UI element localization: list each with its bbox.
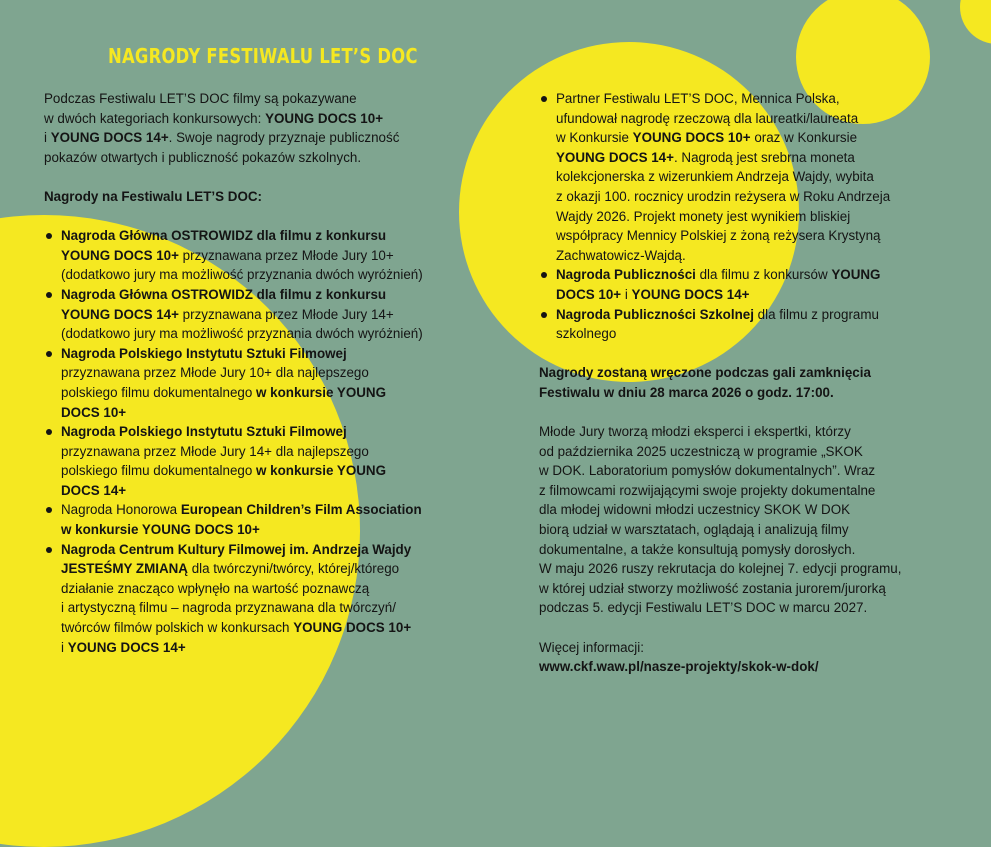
award-text: dla twórczyni/twórcy, której/którego xyxy=(187,561,400,577)
gala-line: Festiwalu w dniu 28 marca 2026 o godz. 17:00. xyxy=(539,384,834,400)
award-category: YOUNG DOCS 10+ xyxy=(632,130,751,146)
award-text: przyznawana przez Młode Jury 14+ xyxy=(178,306,394,322)
intro-category: YOUNG DOCS 14+ xyxy=(50,130,169,146)
award-item-school-audience xyxy=(539,305,959,344)
intro-line: pokazów otwartych i publiczność pokazów szkolnych. xyxy=(44,149,362,165)
award-text: polskiego filmu dokumentalnego xyxy=(61,463,257,479)
jury-line: od października 2025 uczestniczą w programie „SKOK xyxy=(539,443,863,459)
award-category: w konkursie YOUNG DOCS 10+ xyxy=(61,522,260,538)
award-text: twórców filmów polskich w konkursach xyxy=(61,620,294,636)
award-text: dla filmu z programu xyxy=(753,306,879,322)
award-title: JESTEŚMY ZMIANĄ xyxy=(61,561,188,577)
award-title: European Children’s Film Association xyxy=(180,502,422,518)
jury-line: w DOK. Laboratorium pomysłów dokumentalnych”. Wraz xyxy=(539,463,876,479)
award-text: dla filmu z konkursów xyxy=(695,267,832,283)
award-category: YOUNG DOCS 14+ xyxy=(61,306,179,322)
award-text: i xyxy=(61,639,68,655)
award-text: Partner Festiwalu LET’S DOC, Mennica Polska, xyxy=(556,91,840,106)
award-text: polskiego filmu dokumentalnego xyxy=(61,384,257,400)
award-category: DOCS 10+ xyxy=(61,404,127,420)
award-category: YOUNG DOCS 14+ xyxy=(67,639,186,655)
award-category: YOUNG DOCS 10+ xyxy=(293,620,412,636)
jury-line: W maju 2026 ruszy rekrutacja do kolejnej 7. edycji programu, xyxy=(539,561,902,577)
more-info-link[interactable]: www.ckf.waw.pl/nasze-projekty/skok-w-dok/ xyxy=(539,659,819,675)
jury-line: dokumentalne, a także konsultują pomysły dorosłych. xyxy=(539,541,856,557)
award-item-pisf-10 xyxy=(44,344,464,422)
jury-paragraph xyxy=(539,422,959,618)
award-text: szkolnego xyxy=(556,326,617,342)
jury-line: z filmowcami rozwijającymi swoje projekty dokumentalne xyxy=(539,482,876,498)
award-text: w Konkursie xyxy=(556,130,633,146)
intro-line: i xyxy=(44,130,51,146)
award-text: i xyxy=(621,286,632,302)
award-text: Nagroda Honorowa xyxy=(61,502,181,518)
award-text: przyznawana przez Młode Jury 10+ dla najlepszego xyxy=(61,365,369,381)
award-category: DOCS 14+ xyxy=(61,482,127,498)
award-text: działanie znacząco wpłynęło na wartość poznawczą xyxy=(61,580,370,596)
award-text: z okazji 100. rocznicy urodzin reżysera w Roku Andrzeja xyxy=(556,188,891,204)
award-item-audience xyxy=(539,265,959,304)
award-title: Nagroda Publiczności Szkolnej xyxy=(556,306,754,322)
award-text: . Nagrodą jest srebrna moneta xyxy=(673,149,855,165)
intro-paragraph xyxy=(44,89,464,167)
jury-line: w której udział stworzy możliwość zostania jurorem/jurorką xyxy=(539,580,886,596)
award-text: Wajdy 2026. Projekt monety jest wynikiem bliskiej xyxy=(556,208,851,224)
award-title: Nagroda Główna OSTROWIDZ dla filmu z konkursu xyxy=(61,286,387,302)
right-column xyxy=(539,89,959,677)
awards-list-left xyxy=(44,226,464,657)
intro-line: . Swoje nagrody przyznaje publiczność xyxy=(168,130,400,146)
awards-heading xyxy=(44,187,464,207)
jury-line: dla młodej widowni młodzi uczestnicy SKOK W DOK xyxy=(539,502,851,518)
award-item-ostrowidz-10 xyxy=(44,226,464,285)
award-category: YOUNG xyxy=(831,267,881,283)
award-category: w konkursie YOUNG xyxy=(256,384,387,400)
decorative-circle-corner xyxy=(960,0,991,44)
left-column xyxy=(44,89,464,657)
jury-line: biorą udział w warsztatach, oglądają i analizują filmy xyxy=(539,522,849,538)
awards-heading-text: Nagrody na Festiwalu LET’S DOC: xyxy=(44,188,262,204)
award-title: Nagroda Centrum Kultury Filmowej im. Andrzeja Wajdy xyxy=(61,541,412,557)
award-category: DOCS 10+ xyxy=(556,286,622,302)
award-text: przyznawana przez Młode Jury 14+ dla najlepszego xyxy=(61,443,369,459)
award-text: oraz w Konkursie xyxy=(750,130,858,146)
more-info-label: Więcej informacji: xyxy=(539,639,644,655)
award-category: YOUNG DOCS 14+ xyxy=(631,286,750,302)
award-item-mennica-polska xyxy=(539,89,959,265)
intro-category: YOUNG DOCS 10+ xyxy=(265,110,384,126)
award-text: i artystyczną filmu – nagroda przyznawana dla twórczyń/ xyxy=(61,600,396,616)
jury-line: podczas 5. edycji Festiwalu LET’S DOC w marcu 2027. xyxy=(539,600,868,616)
award-text: kolekcjonerska z wizerunkiem Andrzeja Wajdy, wybita xyxy=(556,169,874,185)
award-text: Zachwatowicz-Wajdą. xyxy=(556,247,686,263)
award-item-ostrowidz-14 xyxy=(44,285,464,344)
award-text: ufundował nagrodę rzeczową dla laureatki/laureata xyxy=(556,110,859,126)
award-item-pisf-14 xyxy=(44,422,464,500)
award-text: (dodatkowo jury ma możliwość przyznania dwóch wyróżnień) xyxy=(61,267,423,283)
award-category: YOUNG DOCS 10+ xyxy=(61,247,179,263)
award-item-ecfa xyxy=(44,500,464,539)
award-title: Nagroda Publiczności xyxy=(556,267,696,283)
award-title: Nagroda Polskiego Instytutu Sztuki Filmowej xyxy=(61,424,347,440)
page-title: NAGRODY FESTIWALU LET’S DOC xyxy=(108,44,418,68)
award-item-ckf-wajda xyxy=(44,540,464,658)
award-text: współpracy Mennicy Polskiej z żoną reżysera Krystyną xyxy=(556,228,881,244)
award-title: Nagroda Główna OSTROWIDZ dla filmu z konkursu xyxy=(61,228,387,244)
award-text: przyznawana przez Młode Jury 10+ xyxy=(178,247,394,263)
gala-announcement xyxy=(539,363,959,402)
more-info xyxy=(539,638,959,677)
intro-line: w dwóch kategoriach konkursowych: xyxy=(44,110,266,126)
intro-line: Podczas Festiwalu LET’S DOC filmy są pokazywane xyxy=(44,91,357,106)
jury-line: Młode Jury tworzą młodzi eksperci i ekspertki, którzy xyxy=(539,424,851,440)
gala-line: Nagrody zostaną wręczone podczas gali zamknięcia xyxy=(539,365,871,381)
award-category: YOUNG DOCS 14+ xyxy=(556,149,674,165)
award-text: (dodatkowo jury ma możliwość przyznania dwóch wyróżnień) xyxy=(61,326,423,342)
award-title: Nagroda Polskiego Instytutu Sztuki Filmowej xyxy=(61,345,347,361)
award-category: w konkursie YOUNG xyxy=(256,463,387,479)
awards-list-right xyxy=(539,89,959,344)
